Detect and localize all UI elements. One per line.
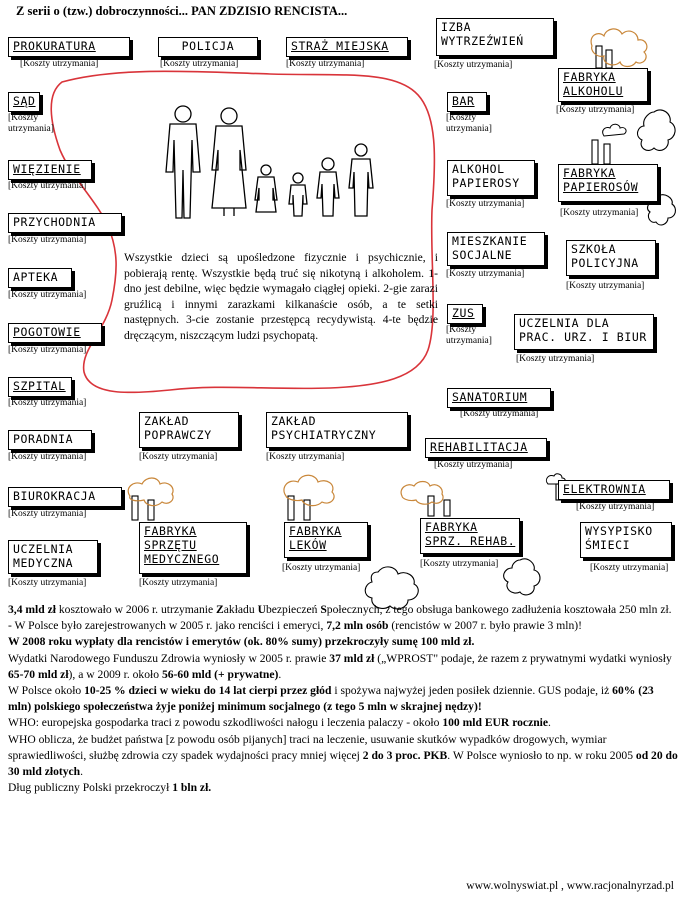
fact-3 xyxy=(8,634,678,650)
box-zaklad-poprawczy xyxy=(139,412,239,448)
box-izba-wytrzezwien xyxy=(436,18,554,56)
box-alkohol-papierosy xyxy=(447,160,535,196)
fact-8-text-a: Dług publiczny Polski przekroczył xyxy=(8,781,173,795)
box-zus xyxy=(447,304,483,324)
fact-1-text-b: akładu xyxy=(223,603,258,616)
fact-4-text-c: ), a w 2009 r. około xyxy=(68,667,162,681)
label-fabryka-sprzetu-3: MEDYCZNEGO xyxy=(144,552,220,566)
cost-biurokracja: [Koszty utrzymania] xyxy=(8,509,87,519)
fact-6-text-b: . xyxy=(548,716,551,730)
label-fabryka-lekow-2: LEKÓW xyxy=(289,538,327,552)
cost-wysypisko-smieci: [Koszty utrzymania] xyxy=(590,563,669,573)
fact-5-text-a: W Polsce około xyxy=(8,684,85,698)
fact-1-amount: 3,4 mld zł xyxy=(8,603,56,616)
cost-fabryka-papierosow: [Koszty utrzymania] xyxy=(560,208,639,218)
fact-2-amount: 7,2 mln osób xyxy=(326,619,389,633)
box-poradnia xyxy=(8,430,92,450)
fact-6 xyxy=(8,715,678,731)
fact-6-text-a: WHO: europejska gospodarka traci z powodu szkodliwości nałogu i leczenia palaczy - około xyxy=(8,716,443,730)
footer-links: www.wolnyswiat.pl , www.racjonalnyrzad.pl xyxy=(466,880,674,892)
fact-4-amount-c: 56-60 mld xyxy=(161,667,212,681)
label-sad: SĄD xyxy=(13,94,36,108)
cost-apteka: [Koszty utrzymania] xyxy=(8,290,87,300)
fact-5-bold-b: 60% (23 mln) polskiego społeczeństwa żyje poniżej minimum socjalnego (z tego 5 mln w skrajnej nędzy)! xyxy=(8,684,654,714)
box-fabryka-lekow xyxy=(284,522,368,558)
fact-5-text-b: i spożywa najwyżej jeden posiłek dziennie. GUS podaje, iż xyxy=(331,684,613,698)
fact-1-text-d: połecznych, z tego obsługa bankowego zadłużenia kosztowała 250 mln zł. xyxy=(326,603,672,616)
label-uczelnia-prac-1: UCZELNIA DLA xyxy=(519,316,610,330)
label-zaklad-psych-1: ZAKŁAD xyxy=(271,414,317,428)
box-sanatorium xyxy=(447,388,551,408)
box-policja xyxy=(158,37,258,57)
box-fabryka-rehab xyxy=(420,518,520,554)
cost-straz-miejska: [Koszty utrzymania] xyxy=(286,59,365,69)
box-szkola-policyjna xyxy=(566,240,656,276)
label-zus: ZUS xyxy=(452,306,475,320)
label-uczelnia-medyczna-1: UCZELNIA xyxy=(13,542,74,556)
box-mieszkanie-socjalne xyxy=(447,232,545,266)
label-uczelnia-medyczna-2: MEDYCZNA xyxy=(13,556,74,570)
label-fabryka-alkoholu-2: ALKOHOLU xyxy=(563,84,624,98)
fact-4 xyxy=(8,651,678,683)
fact-1-text-a: kosztowało w 2006 r. utrzymanie xyxy=(55,603,217,616)
box-rehabilitacja xyxy=(425,438,547,458)
label-elektrownia: ELEKTROWNIA xyxy=(563,482,646,496)
box-fabryka-sprzetu xyxy=(139,522,247,574)
fact-4-amount-a: 37 mld zł xyxy=(329,651,375,665)
box-wysypisko-smieci xyxy=(580,522,672,558)
cost-sanatorium: [Koszty utrzymania] xyxy=(460,409,539,419)
label-przychodnia: PRZYCHODNIA xyxy=(13,215,96,229)
label-rehabilitacja: REHABILITACJA xyxy=(430,440,528,454)
cost-zus: [Koszty utrzymania] xyxy=(446,325,492,346)
box-pogotowie xyxy=(8,323,102,343)
box-uczelnia-medyczna xyxy=(8,540,98,574)
box-straz-miejska xyxy=(286,37,408,57)
fact-7-text-b: . W Polsce wyniosło to np. w roku 2005 xyxy=(447,748,636,762)
box-przychodnia xyxy=(8,213,122,233)
label-wiezienie: WIĘZIENIE xyxy=(13,162,81,176)
story-text: Wszystkie dzieci są upośledzone fizycznie i psychicznie, i pobierają rentę. Wszystkie będą truć się nikotyną i alkoholem. 1-dno jest debilne, więc będzie wymagało ciągłej opieki. 2-gie zarazi gruźlicą i innymi zarazkami kilkanaście osób, a te setki następnych. 3-cie zostanie przestępcą recydywistą. 4-te będzie dręczącym, niszczącym ludzi psychopatą. xyxy=(124,251,438,342)
box-bar xyxy=(447,92,487,112)
box-prokuratura xyxy=(8,37,130,57)
label-wysypisko-2: ŚMIECI xyxy=(585,538,631,552)
box-biurokracja xyxy=(8,487,122,507)
label-fabryka-sprzetu-2: SPRZĘTU xyxy=(144,538,197,552)
label-zaklad-psych-2: PSYCHIATRYCZNY xyxy=(271,428,377,442)
facts-section xyxy=(8,602,678,796)
label-straz-miejska: STRAŻ MIEJSKA xyxy=(291,39,389,53)
cost-alkohol-papierosy: [Koszty utrzymania] xyxy=(446,199,525,209)
label-policja: POLICJA xyxy=(181,39,235,53)
page-title: Z serii o (tzw.) dobroczynności... PAN ZDZISIO RENCISTA... xyxy=(16,4,348,18)
label-izba-1: IZBA xyxy=(441,20,472,34)
label-pogotowie: POGOTOWIE xyxy=(13,325,81,339)
cost-zaklad-poprawczy: [Koszty utrzymania] xyxy=(139,452,218,462)
fact-4-text-e: . xyxy=(278,667,282,681)
fact-1-u: U xyxy=(257,603,266,616)
label-fabryka-papierosow-2: PAPIEROSÓW xyxy=(563,180,639,194)
fact-2-text-b: (rencistów w 2007 r. było prawie 3 mln)! xyxy=(388,619,582,633)
cost-przychodnia: [Koszty utrzymania] xyxy=(8,235,87,245)
label-apteka: APTEKA xyxy=(13,270,59,284)
label-sanatorium: SANATORIUM xyxy=(452,390,528,404)
fact-4-text-a: Wydatki Narodowego Funduszu Zdrowia wyniosły w 2005 r. prawie xyxy=(8,651,330,665)
label-alkohol-1: ALKOHOL xyxy=(452,162,505,176)
label-szkola-2: POLICYJNA xyxy=(571,256,639,270)
cost-sad: [Koszty utrzymania] xyxy=(8,113,54,134)
fact-5 xyxy=(8,683,678,715)
cost-policja: [Koszty utrzymania] xyxy=(160,59,239,69)
cost-szkola-policyjna: [Koszty utrzymania] xyxy=(566,281,645,291)
cost-poradnia: [Koszty utrzymania] xyxy=(8,452,87,462)
fact-1-z: Z xyxy=(216,603,224,616)
fact-1-s: S xyxy=(320,603,327,616)
fact-3-bold: W 2008 roku wypłaty dla rencistów i emerytów (ok. 80% sumy) przekroczyły sumę 100 mld zł. xyxy=(8,635,475,649)
cost-wiezienie: [Koszty utrzymania] xyxy=(8,181,87,191)
fact-2-text-a: - W Polsce było zarejestrowanych w 2005 r. jako renciści i emeryci, xyxy=(8,619,327,633)
cost-elektrownia: [Koszty utrzymania] xyxy=(576,502,655,512)
cost-fabryka-lekow: [Koszty utrzymania] xyxy=(282,563,361,573)
fact-4-amount-b: 65-70 mld zł xyxy=(8,667,69,681)
fact-5-bold-a: 10-25 % dzieci w wieku do 14 lat cierpi przez głód xyxy=(84,684,332,698)
cost-bar: [Koszty utrzymania] xyxy=(446,113,492,134)
box-sad xyxy=(8,92,40,112)
label-mieszkanie-1: MIESZKANIE xyxy=(452,234,528,248)
label-szkola-1: SZKOŁA xyxy=(571,242,617,256)
label-bar: BAR xyxy=(452,94,475,108)
fact-4-text-b: („WPROST" podaje, że razem z prywatnymi wydatki wyniosły xyxy=(374,651,672,665)
fact-7-bold-a: 2 do 3 proc. PKB xyxy=(362,748,448,762)
fact-1 xyxy=(8,602,678,618)
label-mieszkanie-2: SOCJALNE xyxy=(452,248,513,262)
cost-pogotowie: [Koszty utrzymania] xyxy=(8,345,87,355)
fact-7-text-c: . xyxy=(80,765,84,779)
cost-fabryka-alkoholu: [Koszty utrzymania] xyxy=(556,105,635,115)
fact-7-bold-b: od 20 do 30 mld złotych xyxy=(8,748,678,779)
label-szpital: SZPITAL xyxy=(13,379,66,393)
label-prokuratura: PROKURATURA xyxy=(13,39,96,53)
label-izba-2: WYTRZEŹWIEŃ xyxy=(441,34,524,48)
label-uczelnia-prac-2: PRAC. URZ. I BIUR xyxy=(519,330,647,344)
cost-rehabilitacja: [Koszty utrzymania] xyxy=(434,460,513,470)
box-szpital xyxy=(8,377,72,397)
cost-szpital: [Koszty utrzymania] xyxy=(8,398,87,408)
cost-uczelnia-prac: [Koszty utrzymania] xyxy=(516,354,595,364)
label-fabryka-papierosow-1: FABRYKA xyxy=(563,166,616,180)
fact-4-amount-d: (+ prywatne) xyxy=(214,667,279,681)
label-wysypisko-1: WYSYPISKO xyxy=(585,524,653,538)
label-poradnia: PORADNIA xyxy=(13,432,74,446)
box-zaklad-psychiatryczny xyxy=(266,412,408,448)
label-fabryka-rehab-1: FABRYKA xyxy=(425,520,478,534)
cost-prokuratura: [Koszty utrzymania] xyxy=(20,59,99,69)
label-fabryka-lekow-1: FABRYKA xyxy=(289,524,342,538)
box-fabryka-alkoholu xyxy=(558,68,648,102)
cost-izba-wytrzezwien: [Koszty utrzymania] xyxy=(434,60,513,70)
fact-7 xyxy=(8,732,678,781)
label-fabryka-rehab-2: SPRZ. REHAB. xyxy=(425,534,516,548)
fact-2 xyxy=(8,618,678,634)
box-fabryka-papierosow xyxy=(558,164,658,202)
label-alkohol-2: PAPIEROSY xyxy=(452,176,520,190)
box-wiezienie xyxy=(8,160,92,180)
cost-fabryka-rehab: [Koszty utrzymania] xyxy=(420,559,499,569)
fact-1-text-c: bezpieczeń xyxy=(265,603,321,616)
label-zaklad-poprawczy-2: POPRAWCZY xyxy=(144,428,212,442)
cost-mieszkanie-socjalne: [Koszty utrzymania] xyxy=(446,269,525,279)
cost-zaklad-psychiatryczny: [Koszty utrzymania] xyxy=(266,452,345,462)
fact-6-bold: 100 mld EUR rocznie xyxy=(442,716,549,730)
label-fabryka-sprzetu-1: FABRYKA xyxy=(144,524,197,538)
cost-uczelnia-medyczna: [Koszty utrzymania] xyxy=(8,578,87,588)
fact-7-text-a: WHO oblicza, że budżet państwa [z powodu osób pijanych] traci na leczenie, usuwanie skutków wypadków drogowych, wymiar sprawiedliwości, służbę zdrowia czy spadek wydajności pracy mniej więcej xyxy=(8,732,607,762)
label-fabryka-alkoholu-1: FABRYKA xyxy=(563,70,616,84)
box-uczelnia-prac xyxy=(514,314,654,350)
fact-8 xyxy=(8,780,678,796)
box-elektrownia xyxy=(558,480,670,500)
box-apteka xyxy=(8,268,72,288)
label-biurokracja: BIUROKRACJA xyxy=(13,489,96,503)
fact-8-bold: 1 bln zł. xyxy=(172,781,212,795)
label-zaklad-poprawczy-1: ZAKŁAD xyxy=(144,414,190,428)
family-figures xyxy=(166,106,373,218)
cost-fabryka-sprzetu: [Koszty utrzymania] xyxy=(139,578,218,588)
